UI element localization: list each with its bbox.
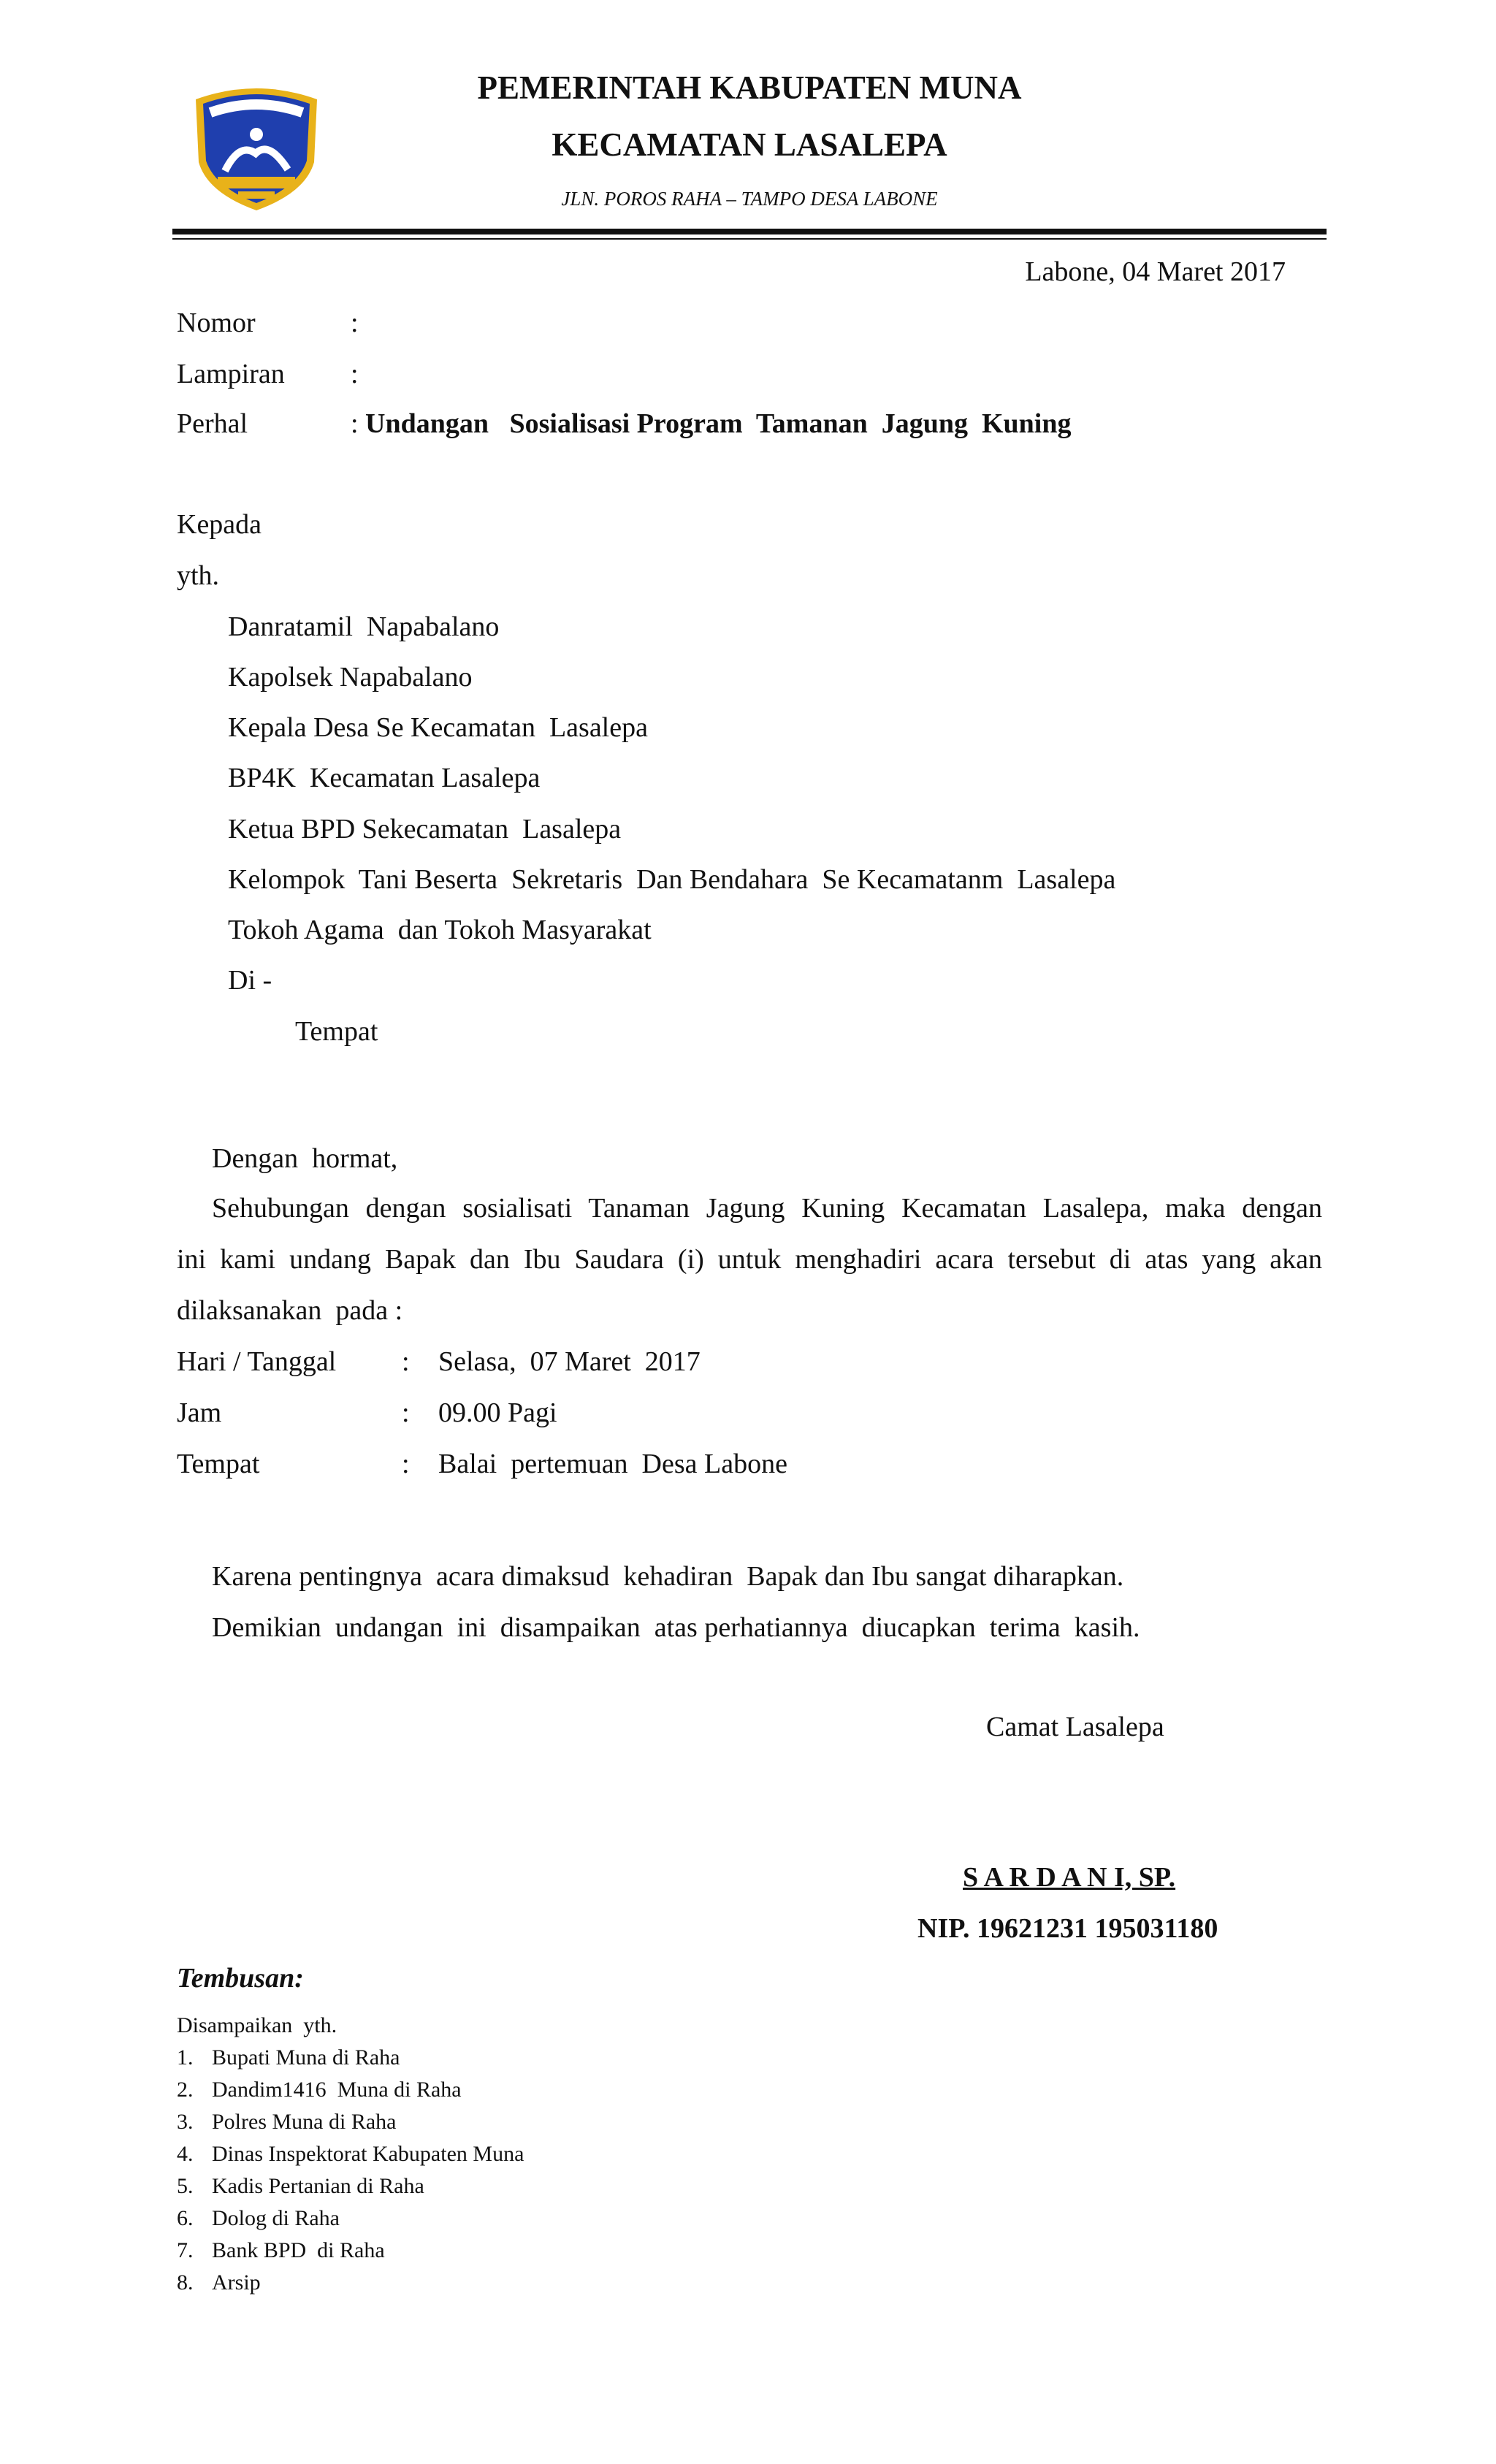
cc-item: Bank BPD di Raha [212, 2238, 385, 2262]
detail-sep-place: : [402, 1449, 410, 1479]
cc-item-number: 7. [177, 2238, 194, 2262]
cc-item-number: 4. [177, 2142, 194, 2166]
meta-sep-perihal: : [351, 408, 359, 439]
letterhead-rule-thin [172, 238, 1327, 240]
cc-item-number: 5. [177, 2174, 194, 2198]
cc-item: Kadis Pertanian di Raha [212, 2174, 424, 2198]
recipient-item: Kepala Desa Se Kecamatan Lasalepa [228, 712, 648, 743]
signatory-title: Camat Lasalepa [986, 1712, 1164, 1742]
cc-item-number: 8. [177, 2270, 194, 2295]
addressee-yth: yth. [177, 560, 220, 591]
letterhead-rule-thick [172, 229, 1327, 234]
meta-sep-lampiran: : [351, 359, 359, 389]
meta-label-perihal: Perhal [177, 408, 248, 439]
body-paragraph-line: ini kami undang Bapak dan Ibu Saudara (i) untuk menghadiri acara tersebut di atas yang akan [177, 1244, 1322, 1275]
meta-sep-nomor: : [351, 308, 359, 338]
detail-label-place: Tempat [177, 1449, 260, 1479]
kabupaten-muna-emblem [188, 83, 324, 213]
meta-subject: Undangan Sosialisasi Program Tamanan Jagung Kuning [365, 408, 1072, 439]
cc-item: Dandim1416 Muna di Raha [212, 2078, 462, 2102]
detail-value-time: 09.00 Pagi [438, 1397, 557, 1428]
cc-item-number: 6. [177, 2206, 194, 2230]
detail-sep-time: : [402, 1397, 410, 1428]
cc-heading: Tembusan: [177, 1963, 304, 1994]
meta-label-nomor: Nomor [177, 308, 256, 338]
header-address: JLN. POROS RAHA – TAMPO DESA LABONE [561, 188, 938, 210]
letter-date: Labone, 04 Maret 2017 [1025, 256, 1286, 287]
cc-item: Bupati Muna di Raha [212, 2045, 400, 2070]
closing-paragraph: Karena pentingnya acara dimaksud kehadiran Bapak dan Ibu sangat diharapkan. [212, 1561, 1124, 1592]
detail-value-place: Balai pertemuan Desa Labone [438, 1449, 787, 1479]
meta-label-lampiran: Lampiran [177, 359, 285, 389]
recipient-item: BP4K Kecamatan Lasalepa [228, 763, 541, 793]
cc-item: Polres Muna di Raha [212, 2110, 397, 2134]
salutation: Dengan hormat, [212, 1143, 398, 1174]
detail-sep-date: : [402, 1346, 410, 1377]
recipient-item: Kapolsek Napabalano [228, 662, 473, 693]
header-government: PEMERINTAH KABUPATEN MUNA [477, 69, 1022, 106]
detail-value-date: Selasa, 07 Maret 2017 [438, 1346, 701, 1377]
detail-label-time: Jam [177, 1397, 222, 1428]
cc-item: Arsip [212, 2270, 261, 2295]
recipient-item: Tokoh Agama dan Tokoh Masyarakat [228, 915, 652, 945]
recipient-item: Ketua BPD Sekecamatan Lasalepa [228, 814, 622, 844]
cc-item-number: 1. [177, 2045, 194, 2070]
signatory-nip: NIP. 19621231 195031180 [917, 1913, 1218, 1944]
signatory-name: S A R D A N I, SP. [963, 1862, 1176, 1893]
addressee-kepada: Kepada [177, 509, 262, 540]
recipient-item: Danratamil Napabalano [228, 611, 500, 642]
body-paragraph-line: dilaksanakan pada : [177, 1295, 403, 1326]
body-paragraph-line: Sehubungan dengan sosialisati Tanaman Jagung Kuning Kecamatan Lasalepa, maka dengan [212, 1193, 1322, 1224]
closing-paragraph: Demikian undangan ini disampaikan atas perhatiannya diucapkan terima kasih. [212, 1612, 1140, 1643]
recipient-item: Kelompok Tani Beserta Sekretaris Dan Bendahara Se Kecamatanm Lasalepa [228, 864, 1116, 895]
addressee-tempat: Tempat [295, 1016, 378, 1047]
header-district: KECAMATAN LASALEPA [552, 126, 947, 163]
cc-item-number: 3. [177, 2110, 194, 2134]
addressee-di: Di - [228, 965, 272, 996]
cc-item-number: 2. [177, 2078, 194, 2102]
detail-label-date: Hari / Tanggal [177, 1346, 337, 1377]
cc-intro: Disampaikan yth. [177, 2013, 337, 2037]
cc-item: Dolog di Raha [212, 2206, 340, 2230]
cc-item: Dinas Inspektorat Kabupaten Muna [212, 2142, 524, 2166]
